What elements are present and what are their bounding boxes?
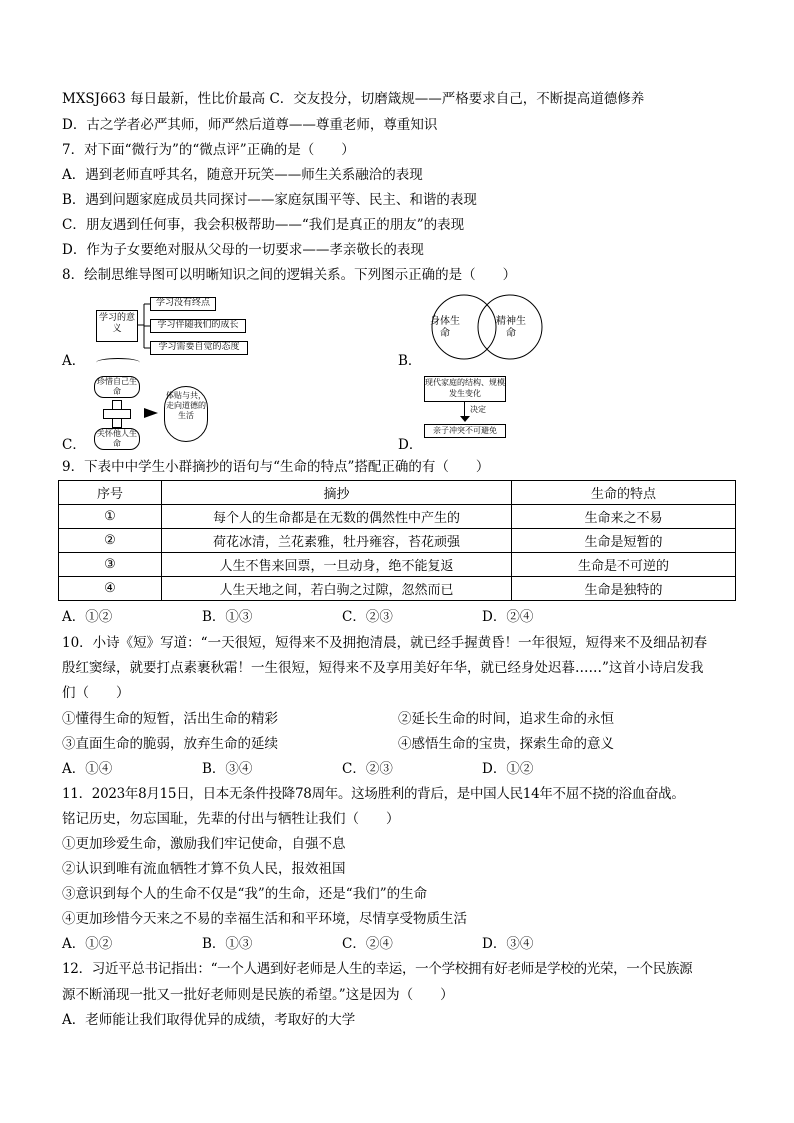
q10-stem-2: 殷红窦绿，就要打点素裹秋霜！一生很短，短得来不及享用美好年华，就已经身处迟暮……”这首小诗启发我 xyxy=(62,660,704,676)
q10-statement-3: ③直面生命的脆弱，放弃生命的延续 xyxy=(62,736,278,752)
q10-stem-1: 10．小诗《短》写道：“一天很短，短得来不及拥抱清晨，就已经手握黄昏！一年很短，短得来不及细品初春 xyxy=(62,635,708,651)
d-arrow-label: 决定 xyxy=(470,405,486,414)
q10-stem-3: 们（ ） xyxy=(62,685,130,701)
q7-option-b: B．遇到问题家庭成员共同探讨——家庭氛围平等、民主、和谐的表现 xyxy=(62,192,477,208)
q11-options xyxy=(62,935,742,953)
q8-diagram-a xyxy=(96,294,256,360)
q11-statement-2: ②认识到唯有流血牺牲才算不负人民，报效祖国 xyxy=(62,861,346,877)
q8-label-d: D． xyxy=(398,437,423,453)
arrow-right-icon xyxy=(144,408,158,418)
q12-stem-2: 源不断涌现一批又一批好老师则是民族的希望。”这是因为（ ） xyxy=(62,987,454,1003)
q9-stem: 9．下表中中学生小群摘抄的语句与“生命的特点”搭配正确的有（ ） xyxy=(62,459,490,475)
q11-stem-1: 11．2023年8月15日，日本无条件投降78周年。这场胜利的背后，是中国人民14年不屈不挠的浴血奋战。 xyxy=(62,786,685,802)
q7-stem: 7．对下面“微行为”的“微点评”正确的是（ ） xyxy=(62,142,355,158)
q8-diagram-c xyxy=(94,374,214,448)
q11-option-d: D．③④ xyxy=(482,936,534,952)
a-root-box: 学习的意义 xyxy=(96,310,138,342)
q11-statement-3: ③意识到每个人的生命不仅是“我”的生命，还是“我们”的生命 xyxy=(62,886,428,902)
line-q6d: D．古之学者必严其师，师严然后道尊——尊重老师，尊重知识 xyxy=(62,117,438,133)
c-result-circle: 体贴与共，走向道德的生活 xyxy=(164,386,208,442)
table-cell: 生命是短暂的 xyxy=(512,529,736,553)
table-header-row xyxy=(59,481,736,505)
b-left-label: 身体生命 xyxy=(430,316,460,339)
plus-icon xyxy=(103,409,131,419)
q7-option-a: A．遇到老师直呼其名，随意开玩笑——师生关系融洽的表现 xyxy=(62,167,423,183)
q8-label-a: A． xyxy=(62,353,86,369)
table-header: 生命的特点 xyxy=(512,481,736,505)
q9-table xyxy=(58,480,736,601)
table-row xyxy=(59,505,736,529)
q9-option-c: C．②③ xyxy=(342,609,393,625)
q10-option-a: A．①④ xyxy=(62,761,113,777)
a-arc xyxy=(96,358,140,367)
table-header: 摘抄 xyxy=(162,481,512,505)
q8-label-c: C． xyxy=(62,437,86,453)
q10-statement-4: ④感悟生命的宝贵，探索生命的意义 xyxy=(398,736,614,752)
table-cell: 生命来之不易 xyxy=(512,505,736,529)
q10-option-d: D．①② xyxy=(482,761,534,777)
table-cell: ③ xyxy=(59,553,162,577)
q8-stem: 8．绘制思维导图可以明晰知识之间的逻辑关系。下列图示正确的是（ ） xyxy=(62,267,517,283)
a-item-1: 学习没有终点 xyxy=(150,297,216,311)
table-row xyxy=(59,553,736,577)
c-top-oval: 珍惜自己生命 xyxy=(94,376,140,398)
table-cell: ② xyxy=(59,529,162,553)
table-row xyxy=(59,577,736,601)
q9-option-a: A．①② xyxy=(62,609,113,625)
table-row xyxy=(59,529,736,553)
d-top-box: 现代家庭的结构、规模发生变化 xyxy=(424,376,506,402)
q12-stem-1: 12．习近平总书记指出：“一个人遇到好老师是人生的幸运，一个学校拥有好老师是学校的光荣，一个民族源 xyxy=(62,961,693,977)
line-q6c: MXSJ663 每日最新，性比价最高 C．交友投分，切磨箴规——严格要求自己，不断提高道德修养 xyxy=(62,91,645,107)
d-bottom-box: 亲子冲突不可避免 xyxy=(424,424,506,438)
q7-option-d: D．作为子女要绝对服从父母的一切要求——孝亲敬长的表现 xyxy=(62,242,424,258)
a-item-2: 学习伴随我们的成长 xyxy=(150,319,246,333)
table-cell: ① xyxy=(59,505,162,529)
q10-statement-1: ①懂得生命的短暂，活出生命的精彩 xyxy=(62,711,278,727)
q11-stem-2: 铭记历史，勿忘国耻，先辈的付出与牺牲让我们（ ） xyxy=(62,811,400,827)
table-cell: 每个人的生命都是在无数的偶然性中产生的 xyxy=(162,505,512,529)
q9-options xyxy=(62,608,742,626)
q11-option-b: B．①③ xyxy=(202,936,253,952)
q9-option-b: B．①③ xyxy=(202,609,253,625)
q11-option-a: A．①② xyxy=(62,936,113,952)
q11-option-c: C．②④ xyxy=(342,936,393,952)
q10-statement-2: ②延长生命的时间，追求生命的永恒 xyxy=(398,711,614,727)
table-cell: 人生不售来回票，一旦动身，绝不能复返 xyxy=(162,553,512,577)
q10-option-c: C．②③ xyxy=(342,761,393,777)
q10-option-b: B．③④ xyxy=(202,761,253,777)
b-right-label: 精神生命 xyxy=(496,316,526,339)
table-cell: 人生天地之间，若白驹之过隙，忽然而已 xyxy=(162,577,512,601)
q11-statement-1: ①更加珍爱生命，激励我们牢记使命，自强不息 xyxy=(62,836,346,852)
table-header: 序号 xyxy=(59,481,162,505)
q11-statement-4: ④更加珍惜今天来之不易的幸福生活和和平环境，尽情享受物质生活 xyxy=(62,911,467,927)
q8-diagram-d xyxy=(424,376,524,442)
q9-option-d: D．②④ xyxy=(482,609,534,625)
q12-option-a: A．老师能让我们取得优异的成绩，考取好的大学 xyxy=(62,1012,356,1028)
table-cell: ④ xyxy=(59,577,162,601)
table-cell: 生命是独特的 xyxy=(512,577,736,601)
q10-options xyxy=(62,760,742,778)
arrow-down-icon xyxy=(460,416,470,422)
table-cell: 荷花冰清，兰花素雅，牡丹雍容，苔花顽强 xyxy=(162,529,512,553)
table-cell: 生命是不可逆的 xyxy=(512,553,736,577)
a-item-3: 学习需要自觉的态度 xyxy=(150,341,248,355)
c-bottom-oval: 关怀他人生命 xyxy=(94,428,140,450)
q7-option-c: C．朋友遇到任何事，我会积极帮助——“我们是真正的朋友”的表现 xyxy=(62,217,465,233)
q8-label-b: B． xyxy=(398,353,422,369)
